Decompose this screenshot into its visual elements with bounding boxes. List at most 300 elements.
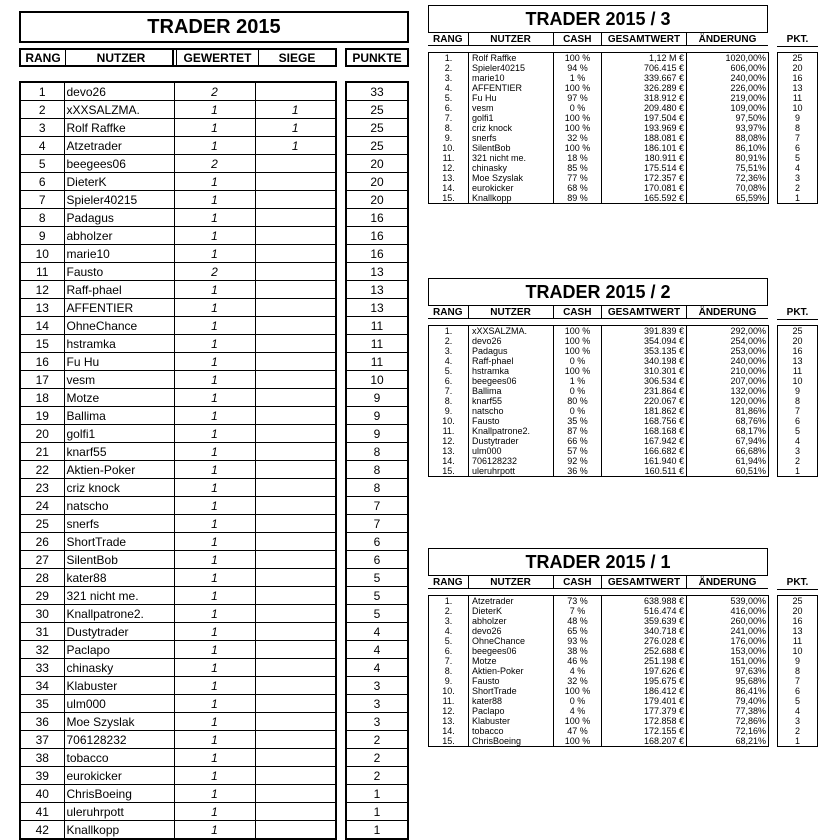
cell-pkt: 11: [792, 636, 803, 646]
points-row: [346, 821, 408, 840]
cell-aenderung: 68,17%: [687, 426, 769, 436]
cell-nutzer: 706128232: [64, 731, 174, 749]
cell-siege: [255, 425, 336, 443]
cell-rang: 1: [20, 82, 64, 101]
header-cash: CASH: [554, 33, 602, 45]
cell-rang: 13.: [429, 716, 469, 726]
cell-siege: 1: [255, 101, 336, 119]
cell-pkt: 3: [794, 173, 800, 183]
cell-nutzer: Dustytrader: [64, 623, 174, 641]
cell-aenderung: 75,51%: [687, 163, 769, 173]
cell-cash: 46 %: [554, 656, 602, 666]
cell-rang: 10.: [429, 143, 469, 153]
points-row: [778, 93, 818, 103]
header-aenderung: ÄNDERUNG: [698, 33, 757, 45]
cell-pkt: 7: [794, 676, 800, 686]
cell-punkte: 10: [346, 371, 408, 389]
cell-rang: 24: [20, 497, 64, 515]
cell-rang: 7.: [429, 113, 469, 123]
cell-nutzer: Spieler40215: [469, 63, 554, 73]
points-row: [778, 83, 818, 93]
cell-cash: 97 %: [554, 93, 602, 103]
cell-nutzer: 321 nicht me.: [64, 587, 174, 605]
points-row: [346, 317, 408, 335]
header-pkt: PKT.: [777, 306, 818, 320]
points-row: [778, 153, 818, 163]
cell-nutzer: 321 nicht me.: [469, 153, 554, 163]
cell-punkte: 1: [346, 803, 408, 821]
cell-pkt: 10: [792, 103, 803, 113]
cell-nutzer: Raff-phael: [64, 281, 174, 299]
cell-siege: [255, 659, 336, 677]
cell-aenderung: 60,51%: [687, 466, 769, 477]
cell-siege: [255, 82, 336, 101]
cell-cash: 100 %: [554, 716, 602, 726]
cell-rang: 26: [20, 533, 64, 551]
main-ranking-table: [19, 81, 337, 840]
table-row: [20, 407, 336, 425]
cell-aenderung: 61,94%: [687, 456, 769, 466]
table-row: [429, 123, 769, 133]
cell-aenderung: 97,50%: [687, 113, 769, 123]
cell-rang: 3: [20, 119, 64, 137]
cell-nutzer: Knallkopp: [64, 821, 174, 840]
cell-aenderung: 210,00%: [687, 366, 769, 376]
cell-punkte: 4: [346, 641, 408, 659]
cell-punkte: 7: [346, 497, 408, 515]
cell-cash: 89 %: [554, 193, 602, 204]
table-row: [429, 193, 769, 204]
cell-nutzer: Atzetrader: [64, 137, 174, 155]
cell-pkt: 8: [794, 123, 800, 133]
cell-rang: 23: [20, 479, 64, 497]
cell-cash: 100 %: [554, 346, 602, 356]
cell-nutzer: Knallpatrone2.: [469, 426, 554, 436]
cell-gewertet: 1: [174, 569, 255, 587]
cell-rang: 1.: [429, 596, 469, 607]
cell-punkte: 25: [346, 119, 408, 137]
points-row: [778, 616, 818, 626]
cell-gewertet: 1: [174, 803, 255, 821]
cell-gewertet: 1: [174, 461, 255, 479]
cell-punkte: 25: [346, 137, 408, 155]
cell-gewertet: 1: [174, 533, 255, 551]
cell-siege: 1: [255, 119, 336, 137]
cell-gesamtwert: 310.301 €: [602, 366, 687, 376]
cell-gesamtwert: 193.969 €: [602, 123, 687, 133]
cell-siege: [255, 785, 336, 803]
cell-nutzer: Fu Hu: [469, 93, 554, 103]
cell-punkte: 16: [346, 209, 408, 227]
points-row: [346, 425, 408, 443]
cell-aenderung: 226,00%: [687, 83, 769, 93]
cell-nutzer: vesm: [64, 371, 174, 389]
cell-cash: 0 %: [554, 406, 602, 416]
cell-siege: [255, 389, 336, 407]
cell-punkte: 2: [346, 767, 408, 785]
points-row: [778, 73, 818, 83]
cell-rang: 13: [20, 299, 64, 317]
cell-rang: 8.: [429, 123, 469, 133]
table-row: [20, 101, 336, 119]
cell-siege: [255, 731, 336, 749]
round-header: [428, 33, 768, 46]
table-row: [20, 497, 336, 515]
cell-nutzer: tobacco: [469, 726, 554, 736]
cell-nutzer: beegees06: [469, 376, 554, 386]
cell-pkt: 2: [794, 183, 800, 193]
cell-gesamtwert: 166.682 €: [602, 446, 687, 456]
points-row: [346, 371, 408, 389]
cell-gewertet: 1: [174, 767, 255, 785]
cell-siege: [255, 461, 336, 479]
cell-punkte: 5: [346, 587, 408, 605]
table-row: [429, 73, 769, 83]
points-row: [346, 335, 408, 353]
cell-rang: 25: [20, 515, 64, 533]
cell-nutzer: eurokicker: [469, 183, 554, 193]
cell-nutzer: hstramka: [469, 366, 554, 376]
table-row: [429, 416, 769, 426]
cell-gewertet: 1: [174, 443, 255, 461]
cell-gesamtwert: 706.415 €: [602, 63, 687, 73]
cell-nutzer: OhneChance: [469, 636, 554, 646]
cell-siege: [255, 173, 336, 191]
cell-rang: 32: [20, 641, 64, 659]
table-row: [429, 386, 769, 396]
cell-rang: 11.: [429, 696, 469, 706]
table-row: [429, 616, 769, 626]
points-row: [346, 551, 408, 569]
cell-aenderung: 292,00%: [687, 326, 769, 337]
cell-pkt: 3: [794, 716, 800, 726]
cell-rang: 15.: [429, 466, 469, 477]
cell-rang: 14.: [429, 726, 469, 736]
cell-pkt: 11: [792, 366, 803, 376]
cell-punkte: 1: [346, 821, 408, 840]
points-row: [346, 461, 408, 479]
points-row: [346, 659, 408, 677]
table-row: [429, 676, 769, 686]
table-row: [20, 317, 336, 335]
cell-nutzer: Moe Szyslak: [64, 713, 174, 731]
cell-rang: 9.: [429, 133, 469, 143]
cell-aenderung: 120,00%: [687, 396, 769, 406]
cell-cash: 100 %: [554, 83, 602, 93]
cell-cash: 66 %: [554, 436, 602, 446]
points-row: [778, 193, 818, 204]
points-row: [346, 515, 408, 533]
table-row: [429, 406, 769, 416]
cell-punkte: 4: [346, 659, 408, 677]
cell-rang: 6.: [429, 103, 469, 113]
cell-gewertet: 2: [174, 263, 255, 281]
cell-punkte: 9: [346, 389, 408, 407]
cell-rang: 5.: [429, 366, 469, 376]
cell-pkt: 2: [794, 456, 800, 466]
cell-nutzer: SilentBob: [64, 551, 174, 569]
points-row: [778, 386, 818, 396]
cell-rang: 31: [20, 623, 64, 641]
cell-punkte: 16: [346, 245, 408, 263]
points-row: [346, 353, 408, 371]
cell-cash: 7 %: [554, 606, 602, 616]
cell-gesamtwert: 326.289 €: [602, 83, 687, 93]
cell-nutzer: SilentBob: [469, 143, 554, 153]
cell-gewertet: 1: [174, 551, 255, 569]
cell-gesamtwert: 168.168 €: [602, 426, 687, 436]
cell-pkt: 16: [792, 73, 803, 83]
points-row: [778, 686, 818, 696]
points-row: [346, 263, 408, 281]
header-nutzer: NUTZER: [469, 33, 554, 45]
cell-gesamtwert: 252.688 €: [602, 646, 687, 656]
cell-siege: [255, 587, 336, 605]
cell-aenderung: 81,86%: [687, 406, 769, 416]
table-row: [20, 731, 336, 749]
table-row: [20, 209, 336, 227]
cell-gewertet: 1: [174, 785, 255, 803]
cell-pkt: 1: [794, 466, 800, 476]
cell-pkt: 25: [792, 596, 803, 606]
cell-aenderung: 416,00%: [687, 606, 769, 616]
points-row: [346, 497, 408, 515]
points-row: [778, 716, 818, 726]
cell-pkt: 4: [794, 706, 800, 716]
cell-rang: 15: [20, 335, 64, 353]
cell-siege: [255, 497, 336, 515]
cell-cash: 100 %: [554, 366, 602, 376]
cell-aenderung: 68,21%: [687, 736, 769, 747]
cell-nutzer: ChrisBoeing: [469, 736, 554, 747]
cell-cash: 85 %: [554, 163, 602, 173]
cell-cash: 100 %: [554, 736, 602, 747]
cell-gewertet: 1: [174, 821, 255, 840]
cell-punkte: 20: [346, 191, 408, 209]
cell-nutzer: Knallkopp: [469, 193, 554, 204]
round-table: [428, 52, 769, 204]
cell-siege: [255, 623, 336, 641]
table-row: [429, 366, 769, 376]
cell-rang: 10.: [429, 416, 469, 426]
cell-nutzer: Fausto: [469, 416, 554, 426]
cell-aenderung: 132,00%: [687, 386, 769, 396]
cell-rang: 5.: [429, 93, 469, 103]
cell-cash: 100 %: [554, 336, 602, 346]
cell-rang: 19: [20, 407, 64, 425]
points-row: [778, 123, 818, 133]
points-row: [778, 656, 818, 666]
table-row: [20, 749, 336, 767]
cell-gesamtwert: 170.081 €: [602, 183, 687, 193]
cell-siege: [255, 479, 336, 497]
cell-gesamtwert: 180.911 €: [602, 153, 687, 163]
points-row: [346, 173, 408, 191]
cell-cash: 36 %: [554, 466, 602, 477]
cell-aenderung: 93,97%: [687, 123, 769, 133]
cell-nutzer: marie10: [469, 73, 554, 83]
cell-siege: [255, 191, 336, 209]
cell-nutzer: criz knock: [469, 123, 554, 133]
cell-nutzer: Klabuster: [469, 716, 554, 726]
cell-nutzer: Motze: [469, 656, 554, 666]
header-aenderung: ÄNDERUNG: [698, 306, 757, 318]
cell-gewertet: 2: [174, 155, 255, 173]
cell-siege: [255, 749, 336, 767]
cell-pkt: 10: [792, 376, 803, 386]
cell-cash: 0 %: [554, 696, 602, 706]
cell-gewertet: 1: [174, 479, 255, 497]
table-row: [20, 353, 336, 371]
table-row: [429, 456, 769, 466]
header-rang: RANG: [428, 576, 469, 588]
cell-nutzer: Paclapo: [64, 641, 174, 659]
cell-nutzer: knarf55: [469, 396, 554, 406]
cell-rang: 13.: [429, 446, 469, 456]
cell-nutzer: ulm000: [64, 695, 174, 713]
cell-punkte: 7: [346, 515, 408, 533]
cell-siege: 1: [255, 137, 336, 155]
table-row: [20, 461, 336, 479]
cell-rang: 9.: [429, 676, 469, 686]
cell-pkt: 2: [794, 726, 800, 736]
cell-nutzer: Knallpatrone2.: [64, 605, 174, 623]
points-row: [778, 666, 818, 676]
cell-pkt: 1: [794, 193, 800, 203]
cell-nutzer: Raff-phael: [469, 356, 554, 366]
cell-aenderung: 86,10%: [687, 143, 769, 153]
cell-punkte: 20: [346, 155, 408, 173]
cell-rang: 39: [20, 767, 64, 785]
cell-cash: 48 %: [554, 616, 602, 626]
cell-punkte: 25: [346, 101, 408, 119]
cell-gewertet: 1: [174, 335, 255, 353]
table-row: [429, 356, 769, 366]
table-row: [20, 425, 336, 443]
cell-gesamtwert: 181.862 €: [602, 406, 687, 416]
cell-rang: 10: [20, 245, 64, 263]
cell-nutzer: abholzer: [469, 616, 554, 626]
cell-punkte: 6: [346, 551, 408, 569]
cell-siege: [255, 821, 336, 840]
round-table: [428, 325, 769, 477]
cell-rang: 21: [20, 443, 64, 461]
cell-nutzer: ChrisBoeing: [64, 785, 174, 803]
cell-pkt: 10: [792, 646, 803, 656]
cell-siege: [255, 227, 336, 245]
table-row: [429, 716, 769, 726]
cell-nutzer: natscho: [469, 406, 554, 416]
cell-siege: [255, 371, 336, 389]
cell-siege: [255, 641, 336, 659]
cell-rang: 5: [20, 155, 64, 173]
cell-gesamtwert: 231.864 €: [602, 386, 687, 396]
header-gesamtwert: GESAMTWERT: [602, 33, 687, 45]
cell-rang: 7.: [429, 656, 469, 666]
cell-rang: 17: [20, 371, 64, 389]
cell-rang: 37: [20, 731, 64, 749]
cell-aenderung: 207,00%: [687, 376, 769, 386]
cell-gewertet: 1: [174, 137, 255, 155]
table-row: [429, 326, 769, 337]
cell-nutzer: AFFENTIER: [64, 299, 174, 317]
cell-pkt: 11: [792, 93, 803, 103]
cell-rang: 38: [20, 749, 64, 767]
points-row: [346, 569, 408, 587]
round-title: TRADER 2015 / 1: [428, 548, 768, 576]
header-cash: CASH: [554, 576, 602, 588]
table-row: [20, 695, 336, 713]
cell-rang: 4.: [429, 356, 469, 366]
table-row: [20, 551, 336, 569]
points-row: [778, 416, 818, 426]
points-row: [778, 626, 818, 636]
cell-cash: 4 %: [554, 666, 602, 676]
header-gesamtwert: GESAMTWERT: [602, 576, 687, 588]
cell-gewertet: 1: [174, 209, 255, 227]
table-row: [20, 155, 336, 173]
cell-pkt: 25: [792, 53, 803, 63]
main-points-table: [345, 81, 409, 840]
cell-aenderung: 79,40%: [687, 696, 769, 706]
table-row: [429, 636, 769, 646]
cell-pkt: 6: [794, 143, 800, 153]
cell-siege: [255, 533, 336, 551]
cell-gewertet: 1: [174, 731, 255, 749]
cell-aenderung: 65,59%: [687, 193, 769, 204]
cell-aenderung: 176,00%: [687, 636, 769, 646]
cell-nutzer: OhneChance: [64, 317, 174, 335]
cell-siege: [255, 209, 336, 227]
cell-siege: [255, 695, 336, 713]
table-row: [429, 446, 769, 456]
cell-siege: [255, 407, 336, 425]
cell-gesamtwert: 353.135 €: [602, 346, 687, 356]
cell-nutzer: chinasky: [469, 163, 554, 173]
cell-pkt: 6: [794, 416, 800, 426]
points-row: [346, 533, 408, 551]
round-points-table: [777, 52, 818, 204]
header-cash: CASH: [554, 306, 602, 318]
cell-gewertet: 1: [174, 371, 255, 389]
table-row: [429, 396, 769, 406]
table-row: [429, 173, 769, 183]
round-points-table: [777, 595, 818, 747]
cell-siege: [255, 767, 336, 785]
points-row: [778, 676, 818, 686]
cell-nutzer: Klabuster: [64, 677, 174, 695]
points-row: [778, 596, 818, 607]
cell-gewertet: 1: [174, 623, 255, 641]
cell-nutzer: Fu Hu: [64, 353, 174, 371]
cell-gesamtwert: 186.101 €: [602, 143, 687, 153]
points-row: [778, 706, 818, 716]
table-row: [429, 163, 769, 173]
cell-cash: 87 %: [554, 426, 602, 436]
cell-rang: 41: [20, 803, 64, 821]
points-row: [346, 623, 408, 641]
cell-punkte: 13: [346, 263, 408, 281]
cell-siege: [255, 155, 336, 173]
cell-siege: [255, 677, 336, 695]
cell-rang: 2.: [429, 606, 469, 616]
cell-punkte: 8: [346, 479, 408, 497]
cell-gewertet: 1: [174, 497, 255, 515]
points-row: [346, 731, 408, 749]
table-row: [429, 83, 769, 93]
cell-rang: 6.: [429, 376, 469, 386]
cell-rang: 33: [20, 659, 64, 677]
